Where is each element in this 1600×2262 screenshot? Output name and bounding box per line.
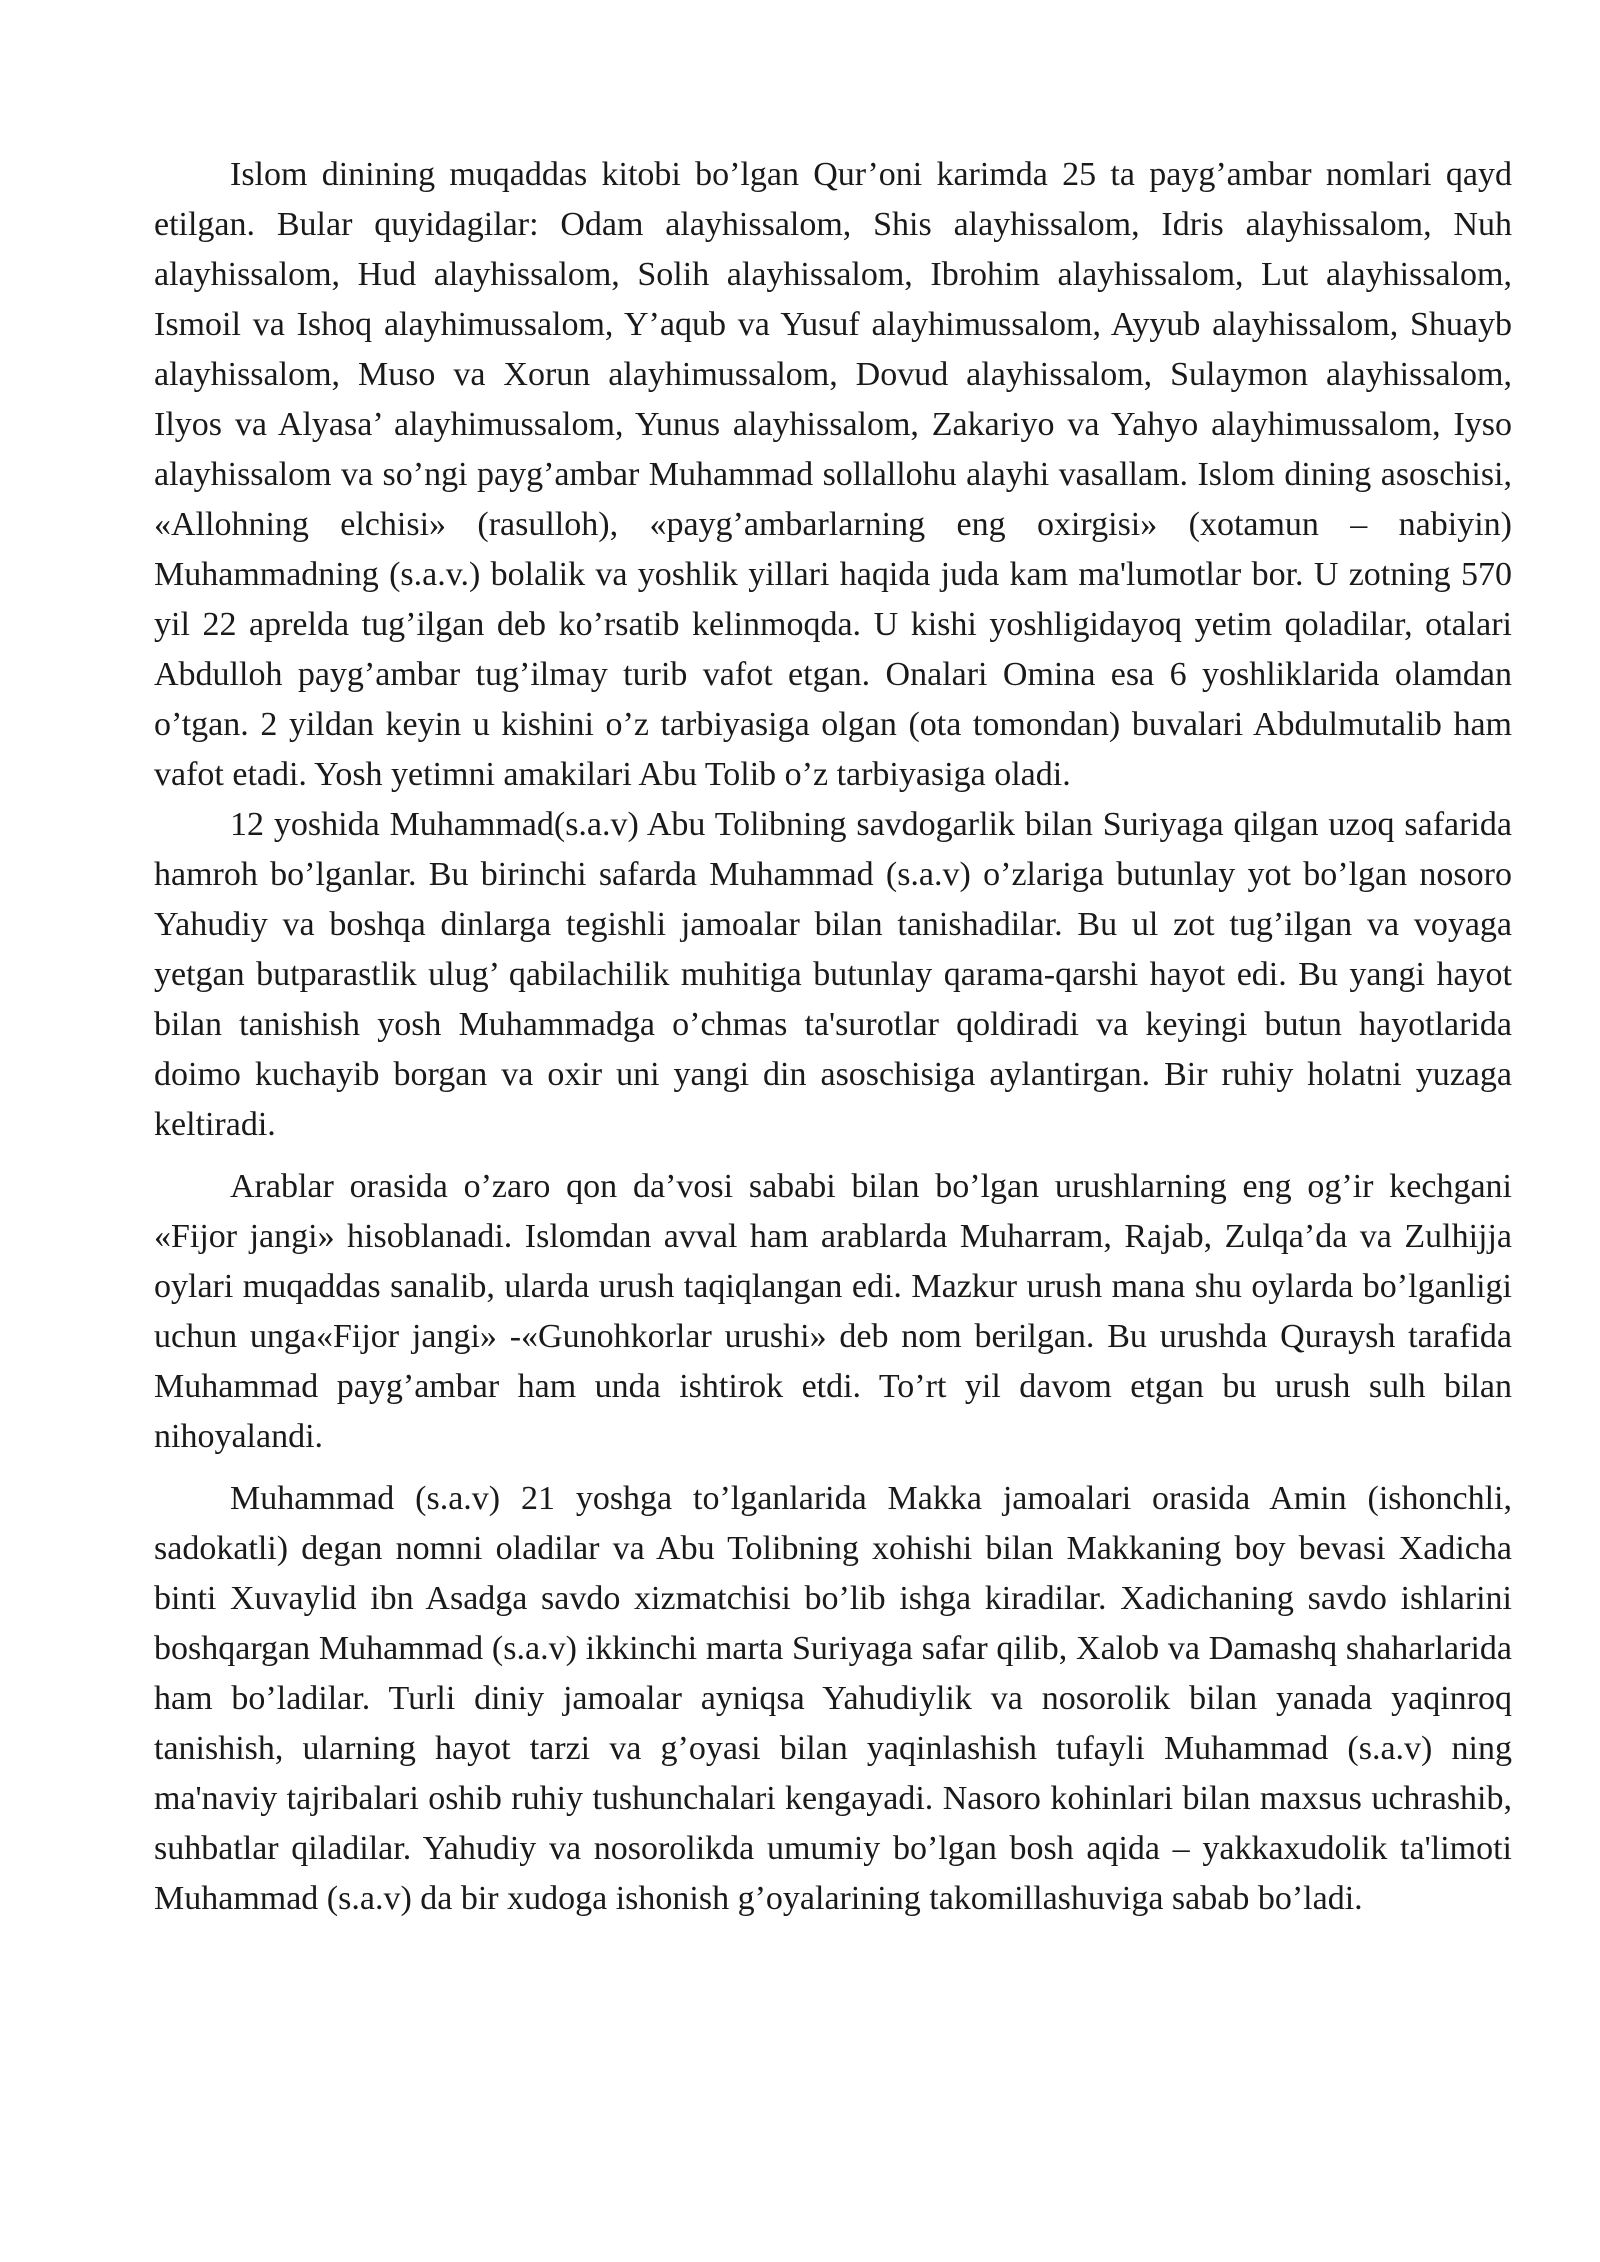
document-page (154, 150, 1512, 1924)
paragraph-prophets: Islom dinining muqaddas kitobi bo’lgan Qur’oni karimda 25 ta payg’ambar nomlari qayd etilgan. Bular quyidagilar: Odam alayhissalom, Shis alayhissalom, Idris alayhissalom, Nuh alayhissalom, Hud alayhissalom, Solih alayhissalom, Ibrohim alayhissalom, Lut alayhissalom, Ismoil va Ishoq alayhimussalom, Y’aqub va Yusuf alayhimussalom, Ayyub alayhissalom, Shuayb alayhissalom, Muso va Xorun alayhimussalom, Dovud alayhissalom, Sulaymon alayhissalom, Ilyos va Alyasa’ alayhimussalom, Yunus alayhissalom, Zakariyo va Yahyo alayhimussalom, Iyso alayhissalom va so’ngi payg’ambar Muhammad sollallohu alayhi vasallam. Islom dining asoschisi, «Allohning elchisi» (rasulloh), «payg’ambarlarning eng oxirgisi» (xotamun – nabiyin) Muhammadning (s.a.v.) bolalik va yoshlik yillari haqida juda kam ma'lumotlar bor. U zotning 570 yil 22 aprelda tug’ilgan deb ko’rsatib kelinmoqda. U kishi yoshligidayoq yetim qoladilar, otalari Abdulloh payg’ambar tug’ilmay turib vafot etgan. Onalari Omina esa 6 yoshliklarida olamdan o’tgan. 2 yildan keyin u kishini o’z tarbiyasiga olgan (ota tomondan) buvalari Abdulmutalib ham vafot etadi. Yosh yetimni amakilari Abu Tolib o’z tarbiyasiga oladi. (154, 156, 1512, 793)
paragraph-khadija: Muhammad (s.a.v) 21 yoshga to’lganlarida Makka jamoalari orasida Amin (ishonchli, sadokatli) degan nomni oladilar va Abu Tolibning xohishi bilan Makkaning boy bevasi Xadicha binti Xuvaylid ibn Asadga savdo xizmatchisi bo’lib ishga kiradilar. Xadichaning savdo ishlarini boshqargan Muhammad (s.a.v) ikkinchi marta Suriyaga safar qilib, Xalob va Damashq shaharlarida ham bo’ladilar. Turli diniy jamoalar ayniqsa Yahudiylik va nosorolik bilan yanada yaqinroq tanishish, ularning hayot tarzi va g’oyasi bilan yaqinlashish tufayli Muhammad (s.a.v) ning ma'naviy tajribalari oshib ruhiy tushunchalari kengayadi. Nasoro kohinlari bilan maxsus uchrashib, suhbatlar qiladilar. Yahudiy va nosorolikda umumiy bo’lgan bosh aqida – yakkaxudolik ta'limoti Muhammad (s.a.v) da bir xudoga ishonish g’oyalarining takomillashuviga sabab bo’ladi. (154, 1480, 1512, 1917)
paragraph-fijor-war: Arablar orasida o’zaro qon da’vosi sababi bilan bo’lgan urushlarning eng og’ir kechgani «Fijor jangi» hisoblanadi. Islomdan avval ham arablarda Muharram, Rajab, Zulqa’da va Zulhijja oylari muqaddas sanalib, ularda urush taqiqlangan edi. Mazkur urush mana shu oylarda bo’lganligi uchun unga«Fijor jangi» -«Gunohkorlar urushi» deb nom berilgan. Bu urushda Quraysh tarafida Muhammad payg’ambar ham unda ishtirok etdi. To’rt yil davom etgan bu urush sulh bilan nihoyalandi. (154, 1168, 1512, 1455)
paragraph-first-journey: 12 yoshida Muhammad(s.a.v) Abu Tolibning savdogarlik bilan Suriyaga qilgan uzoq safarida hamroh bo’lganlar. Bu birinchi safarda Muhammad (s.a.v) o’zlariga butunlay yot bo’lgan nosoro Yahudiy va boshqa dinlarga tegishli jamoalar bilan tanishadilar. Bu ul zot tug’ilgan va voyaga yetgan butparastlik ulug’ qabilachilik muhitiga butunlay qarama-qarshi hayot edi. Bu yangi hayot bilan tanishish yosh Muhammadga o’chmas ta'surotlar qoldiradi va keyingi butun hayotlarida doimo kuchayib borgan va oxir uni yangi din asoschisiga aylantirgan. Bir ruhiy holatni yuzaga keltiradi. (154, 806, 1512, 1143)
